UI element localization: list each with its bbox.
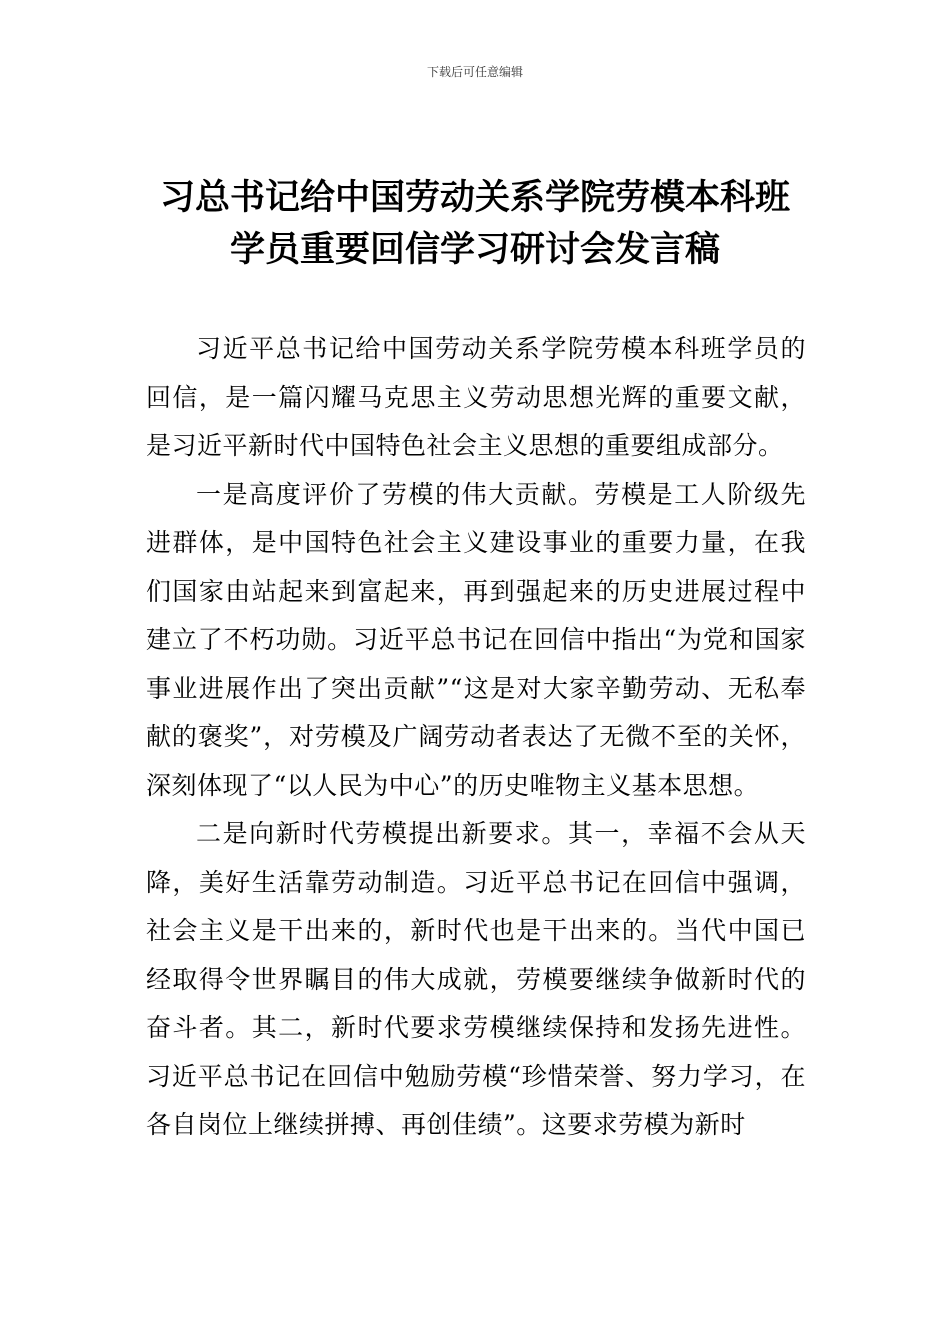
header-note: 下载后可任意编辑 [426,65,523,79]
document-body [146,325,806,1150]
title-line-1: 习总书记给中国劳动关系学院劳模本科班 [159,178,790,218]
paragraph-point-two: 二是向新时代劳模提出新要求。其一，幸福不会从天降，美好生活靠劳动制造。习近平总书记在回信中强调，社会主义是干出来的，新时代也是干出来的。当代中国已经取得令世界瞩目的伟大成就，劳模要继续争做新时代的奋斗者。其二，新时代要求劳模继续保持和发扬先进性。习近平总书记在回信中勉励劳模“珍惜荣誉、努力学习，在各自岗位上继续拼搏、再创佳绩”。这要求劳模为新时 [146,819,806,1139]
paragraph-point-one: 一是高度评价了劳模的伟大贡献。劳模是工人阶级先进群体，是中国特色社会主义建设事业的重要力量，在我们国家由站起来到富起来，再到强起来的历史进展过程中建立了不朽功勋。习近平总书记在回信中指出“为党和国家事业进展作出了突出贡献”“这是对大家辛勤劳动、无私奉献的褒奖”，对劳模及广阔劳动者表达了无微不至的关怀，深刻体现了“以人民为中心”的历史唯物主义基本思想。 [146,479,806,800]
document-title [100,172,850,276]
paragraph-intro: 习近平总书记给中国劳动关系学院劳模本科班学员的回信，是一篇闪耀马克思主义劳动思想光辉的重要文献，是习近平新时代中国特色社会主义思想的重要组成部分。 [146,334,806,460]
title-line-2: 学员重要回信学习研讨会发言稿 [229,230,720,270]
